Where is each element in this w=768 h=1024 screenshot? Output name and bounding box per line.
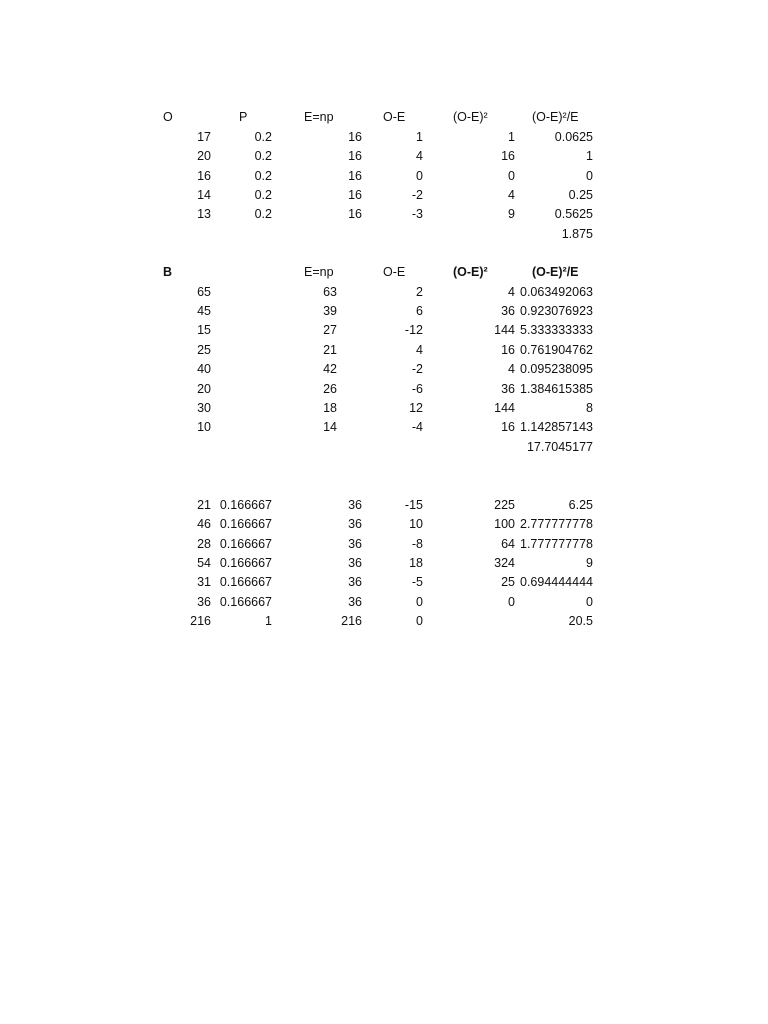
table-cell: 36 (348, 556, 362, 570)
table-row (0, 399, 768, 418)
table-row (0, 205, 768, 224)
table-cell: -5 (411, 575, 423, 589)
table1-header-row (0, 108, 768, 127)
table-cell: 28 (197, 537, 211, 551)
table-cell: 2.777777778 (520, 517, 593, 531)
header-cell: B (163, 265, 173, 279)
table-row (0, 418, 768, 437)
table-row (0, 128, 768, 147)
table-row (0, 302, 768, 321)
table-cell (440, 612, 515, 631)
table2-header-row (0, 263, 768, 282)
total-cell: 17.7045177 (526, 440, 593, 454)
table-row (0, 573, 768, 592)
table-cell: 225 (494, 498, 515, 512)
table-row (0, 167, 768, 186)
table-cell: 0.2 (254, 130, 272, 144)
table-cell: 1 (416, 130, 423, 144)
table-cell: 14 (323, 420, 337, 434)
table-cell: 4 (508, 285, 515, 299)
table-cell: 40 (197, 362, 211, 376)
table-row (0, 360, 768, 379)
table-cell: 0 (508, 169, 515, 183)
table-cell: 0 (508, 595, 515, 609)
table-cell: 0.2 (254, 188, 272, 202)
table-cell: 9 (508, 207, 515, 221)
table-cell: 36 (348, 498, 362, 512)
table-cell: 0.063492063 (520, 285, 593, 299)
table-cell: -8 (411, 537, 423, 551)
table-row (0, 612, 768, 631)
table-cell: 16 (501, 343, 515, 357)
table-cell: 0.166667 (219, 537, 272, 551)
table-cell: 20 (197, 149, 211, 163)
table-cell: 45 (197, 304, 211, 318)
table-cell: 6.25 (568, 498, 593, 512)
table-cell: 46 (197, 517, 211, 531)
table-cell: 1.777777778 (520, 537, 593, 551)
table-cell: 15 (197, 323, 211, 337)
table-cell: 64 (501, 537, 515, 551)
table-cell: 25 (501, 575, 515, 589)
table-row (0, 496, 768, 515)
total-cell: 1.875 (561, 227, 593, 241)
table-cell: -4 (411, 420, 423, 434)
table-cell: 0 (416, 595, 423, 609)
header-cell: (O-E)²/E (532, 110, 579, 124)
header-cell: E=np (304, 110, 334, 124)
table-cell: 0.25 (568, 188, 593, 202)
table-cell: 0.166667 (219, 517, 272, 531)
header-cell: E=np (304, 265, 334, 279)
table-cell: 4 (508, 362, 515, 376)
table-cell: 20.5 (568, 614, 593, 628)
header-cell: (O-E)² (453, 265, 488, 279)
table-cell: 36 (348, 517, 362, 531)
table-cell: 20 (197, 382, 211, 396)
table-cell: 21 (323, 343, 337, 357)
table1-total-row (0, 225, 768, 244)
table-cell: 1.384615385 (520, 382, 593, 396)
table-cell: 0.166667 (219, 498, 272, 512)
table-cell: 4 (416, 343, 423, 357)
header-cell: P (239, 110, 248, 124)
table-row (0, 380, 768, 399)
table-cell: 0.166667 (219, 575, 272, 589)
table-row (0, 554, 768, 573)
table-cell: 36 (501, 304, 515, 318)
table-cell: 0 (586, 169, 593, 183)
table-cell: 54 (197, 556, 211, 570)
table-cell: 18 (409, 556, 423, 570)
table-row (0, 515, 768, 534)
table-cell: 4 (416, 149, 423, 163)
table-cell: 1.142857143 (520, 420, 593, 434)
table-cell: 0.166667 (219, 556, 272, 570)
table-cell: 0 (586, 595, 593, 609)
table-cell: -3 (411, 207, 423, 221)
table-cell: 16 (197, 169, 211, 183)
table-cell: 27 (323, 323, 337, 337)
table-cell: 0.0625 (554, 130, 593, 144)
table-cell: -12 (404, 323, 423, 337)
table-cell: 0.5625 (554, 207, 593, 221)
table-cell: 16 (348, 188, 362, 202)
table-cell: 30 (197, 401, 211, 415)
table-cell: 1 (265, 614, 272, 628)
table-cell: 1 (586, 149, 593, 163)
table-row (0, 186, 768, 205)
table-cell: 36 (348, 537, 362, 551)
table-cell: 39 (323, 304, 337, 318)
table-cell: 144 (494, 401, 515, 415)
table-cell: 16 (348, 169, 362, 183)
table-cell: 16 (501, 420, 515, 434)
table-cell: 42 (323, 362, 337, 376)
table-cell: 26 (323, 382, 337, 396)
table-cell: 10 (409, 517, 423, 531)
table-row (0, 321, 768, 340)
table-cell: 0.761904762 (520, 343, 593, 357)
table-cell: 14 (197, 188, 211, 202)
table-cell: -15 (404, 498, 423, 512)
table-cell: 36 (501, 382, 515, 396)
table-row (0, 593, 768, 612)
table-cell: 0.923076923 (520, 304, 593, 318)
table-cell: 63 (323, 285, 337, 299)
table-cell: 0 (416, 169, 423, 183)
table-cell: 5.333333333 (520, 323, 593, 337)
table-cell: 0.095238095 (520, 362, 593, 376)
table-cell: 0.2 (254, 149, 272, 163)
table-cell: 16 (348, 149, 362, 163)
table-row (0, 535, 768, 554)
table-cell: 65 (197, 285, 211, 299)
table-cell: 0 (416, 614, 423, 628)
table-cell: 2 (416, 285, 423, 299)
table-cell: 216 (190, 614, 211, 628)
table-cell: 12 (409, 401, 423, 415)
table-cell: 6 (416, 304, 423, 318)
table-cell: 0.2 (254, 207, 272, 221)
table-cell: -2 (411, 362, 423, 376)
table-row (0, 341, 768, 360)
table-cell: 0.2 (254, 169, 272, 183)
table-cell: 21 (197, 498, 211, 512)
table-cell: 144 (494, 323, 515, 337)
header-cell: (O-E)² (453, 110, 488, 124)
table-cell: 216 (341, 614, 362, 628)
table-cell: 17 (197, 130, 211, 144)
table-cell: -6 (411, 382, 423, 396)
table-cell: 36 (348, 595, 362, 609)
table2-total-row (0, 438, 768, 457)
table-cell: 36 (348, 575, 362, 589)
table-cell: -2 (411, 188, 423, 202)
table-cell: 16 (348, 207, 362, 221)
table-cell: 4 (508, 188, 515, 202)
table-cell: 10 (197, 420, 211, 434)
table-cell: 31 (197, 575, 211, 589)
table-row (0, 283, 768, 302)
table-cell: 16 (501, 149, 515, 163)
table-cell: 0.694444444 (520, 575, 593, 589)
header-cell: (O-E)²/E (532, 265, 579, 279)
table-cell: 1 (508, 130, 515, 144)
table-cell: 25 (197, 343, 211, 357)
table-row (0, 147, 768, 166)
header-cell: O-E (383, 110, 406, 124)
header-cell: O (163, 110, 173, 124)
table-cell: 0.166667 (219, 595, 272, 609)
table-cell: 18 (323, 401, 337, 415)
table-cell: 13 (197, 207, 211, 221)
table-cell: 324 (494, 556, 515, 570)
table-cell: 16 (348, 130, 362, 144)
table-cell: 8 (586, 401, 593, 415)
header-cell: O-E (383, 265, 406, 279)
table-cell: 36 (197, 595, 211, 609)
table-cell: 9 (586, 556, 593, 570)
table-cell: 100 (494, 517, 515, 531)
